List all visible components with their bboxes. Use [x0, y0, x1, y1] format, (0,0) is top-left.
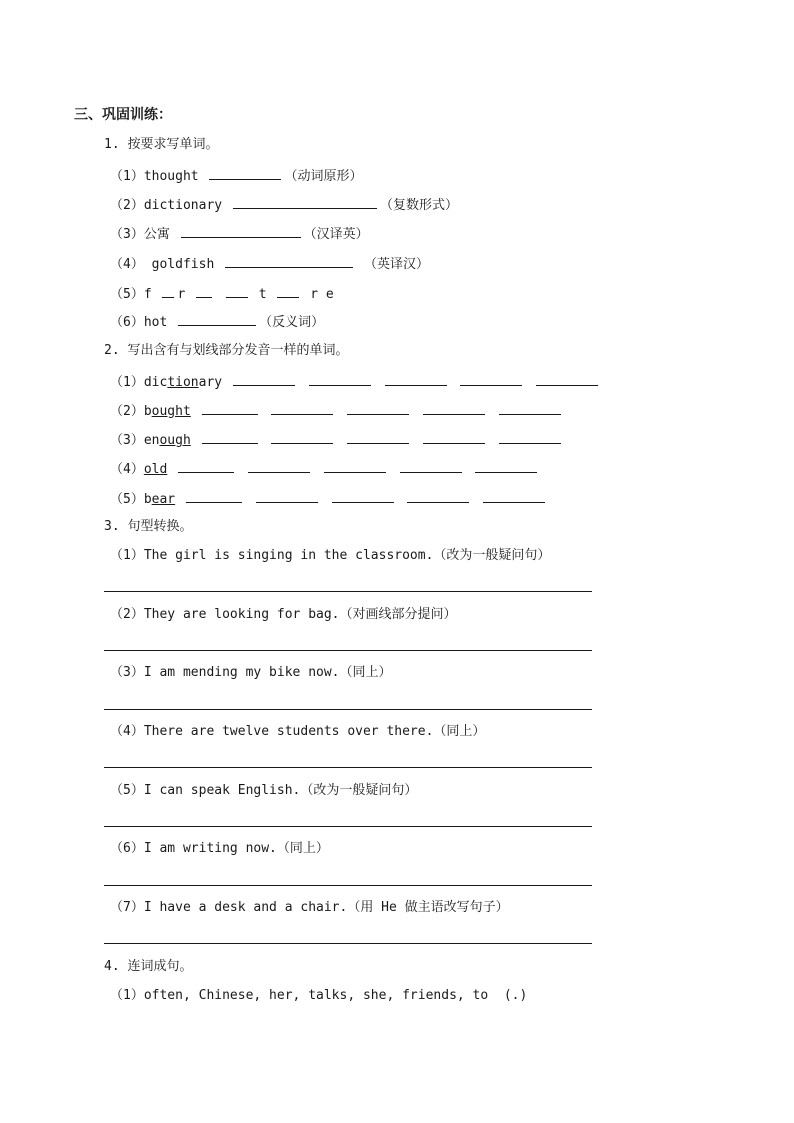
q1-item-3	[110, 224, 369, 244]
answer-blank[interactable]	[483, 489, 545, 503]
answer-blank[interactable]	[347, 430, 409, 444]
q1-item-5	[110, 284, 334, 304]
letter-part: t	[258, 287, 267, 302]
answer-blank[interactable]	[385, 372, 447, 386]
answer-blank[interactable]	[499, 401, 561, 415]
answer-blank[interactable]	[181, 224, 301, 238]
q1-item-4	[110, 254, 429, 274]
item-number: （3）	[110, 227, 144, 242]
item-note: （同上）	[276, 841, 329, 856]
underlined-part: old	[143, 462, 168, 477]
item-word: hot	[143, 315, 168, 330]
item-number: （1）	[110, 375, 144, 390]
word-prefix: en	[143, 433, 160, 448]
item-note: （复数形式）	[379, 198, 458, 213]
answer-blank[interactable]	[536, 372, 598, 386]
letter-part: r	[177, 287, 186, 302]
sentence: They are looking for bag.	[143, 607, 340, 622]
underlined-part: ear	[151, 492, 176, 507]
answer-blank[interactable]	[202, 401, 258, 415]
item-number: （1）	[110, 988, 144, 1003]
answer-line[interactable]	[104, 591, 592, 592]
q4-item-1	[110, 987, 527, 1005]
answer-blank[interactable]	[347, 401, 409, 415]
sentence: I have a desk and a chair.	[143, 900, 348, 915]
item-word: dictionary	[143, 198, 223, 213]
item-word: thought	[143, 169, 199, 184]
item-word: 公寓	[143, 227, 170, 242]
scrambled-words: often, Chinese, her, talks, she, friends, to (.)	[143, 988, 528, 1003]
q1-heading: 1. 按要求写单词。	[104, 137, 219, 152]
q3-item-7	[110, 899, 509, 917]
q3-heading: 3. 句型转换。	[104, 519, 193, 534]
item-note: （英译汉）	[363, 257, 429, 272]
item-number: （5）	[110, 287, 144, 302]
q2-item-4	[110, 459, 540, 479]
item-number: （1）	[110, 169, 144, 184]
letter-blank[interactable]	[277, 284, 299, 298]
q3-item-5	[110, 782, 417, 800]
underlined-part: ough	[159, 433, 191, 448]
answer-blank[interactable]	[202, 430, 258, 444]
word-prefix: b	[143, 404, 152, 419]
item-number: （1）	[110, 548, 144, 563]
answer-blank[interactable]	[186, 489, 242, 503]
answer-line[interactable]	[104, 885, 592, 886]
q3-item-2	[110, 606, 457, 624]
answer-blank[interactable]	[271, 401, 333, 415]
answer-blank[interactable]	[256, 489, 318, 503]
item-note: （汉译英）	[303, 227, 369, 242]
letter-blank[interactable]	[196, 284, 212, 298]
q4-heading: 4. 连词成句。	[104, 959, 193, 974]
q2-item-1	[110, 372, 601, 392]
answer-blank[interactable]	[178, 459, 234, 473]
q1-item-2	[110, 195, 458, 215]
item-number: （5）	[110, 783, 144, 798]
q1-item-6	[110, 312, 324, 332]
item-number: （5）	[110, 492, 144, 507]
q3-item-6	[110, 840, 329, 858]
answer-blank[interactable]	[324, 459, 386, 473]
underlined-part: ought	[151, 404, 191, 419]
letter-part: f	[143, 287, 152, 302]
answer-line[interactable]	[104, 943, 592, 944]
answer-blank[interactable]	[309, 372, 371, 386]
answer-line[interactable]	[104, 826, 592, 827]
answer-blank[interactable]	[475, 459, 537, 473]
item-number: （2）	[110, 198, 144, 213]
answer-line[interactable]	[104, 709, 592, 710]
sentence: I can speak English.	[143, 783, 301, 798]
answer-blank[interactable]	[423, 401, 485, 415]
q2-heading: 2. 写出含有与划线部分发音一样的单词。	[104, 343, 349, 358]
underlined-part: tion	[167, 375, 199, 390]
item-note: （同上）	[433, 724, 486, 739]
item-note: （同上）	[339, 665, 392, 680]
answer-blank[interactable]	[233, 195, 377, 209]
word-prefix: dic	[143, 375, 168, 390]
item-word: goldfish	[151, 257, 215, 272]
item-number: （2）	[110, 404, 144, 419]
item-note: （对画线部分提问）	[339, 607, 457, 622]
item-note: （用 He 做主语改写句子）	[347, 900, 509, 915]
answer-blank[interactable]	[248, 459, 310, 473]
sentence: There are twelve students over there.	[143, 724, 434, 739]
answer-blank[interactable]	[400, 459, 462, 473]
word-prefix: b	[143, 492, 152, 507]
q2-item-3	[110, 430, 564, 450]
letter-blank[interactable]	[162, 284, 174, 298]
answer-line[interactable]	[104, 650, 592, 651]
answer-blank[interactable]	[460, 372, 522, 386]
item-number: （2）	[110, 607, 144, 622]
item-number: （4）	[110, 724, 144, 739]
answer-blank[interactable]	[271, 430, 333, 444]
answer-blank[interactable]	[423, 430, 485, 444]
q3-item-4	[110, 723, 485, 741]
letter-blank[interactable]	[226, 284, 248, 298]
q1-item-1	[110, 166, 362, 186]
item-note: （改为一般疑问句）	[300, 783, 418, 798]
answer-blank[interactable]	[407, 489, 469, 503]
answer-blank[interactable]	[209, 166, 281, 180]
item-number: （4）	[110, 257, 144, 272]
q2-item-2	[110, 401, 564, 421]
answer-line[interactable]	[104, 767, 592, 768]
answer-blank[interactable]	[499, 430, 561, 444]
item-note: （动词原形）	[284, 169, 363, 184]
answer-blank[interactable]	[332, 489, 394, 503]
item-number: （4）	[110, 462, 144, 477]
sentence: The girl is singing in the classroom.	[143, 548, 434, 563]
q3-item-3	[110, 664, 392, 682]
item-number: （3）	[110, 433, 144, 448]
sentence: I am writing now.	[143, 841, 277, 856]
item-note: （改为一般疑问句）	[433, 548, 551, 563]
item-number: （6）	[110, 315, 144, 330]
q3-item-1	[110, 547, 550, 565]
section-title: 三、巩固训练：	[74, 107, 172, 123]
item-number: （7）	[110, 900, 144, 915]
word-suffix: ary	[198, 375, 223, 390]
item-number: （6）	[110, 841, 144, 856]
item-number: （3）	[110, 665, 144, 680]
item-note: （反义词）	[259, 315, 325, 330]
q2-item-5	[110, 489, 548, 509]
answer-blank[interactable]	[233, 372, 295, 386]
answer-blank[interactable]	[178, 312, 256, 326]
letter-part: r e	[310, 287, 334, 302]
answer-blank[interactable]	[225, 254, 353, 268]
sentence: I am mending my bike now.	[143, 665, 340, 680]
